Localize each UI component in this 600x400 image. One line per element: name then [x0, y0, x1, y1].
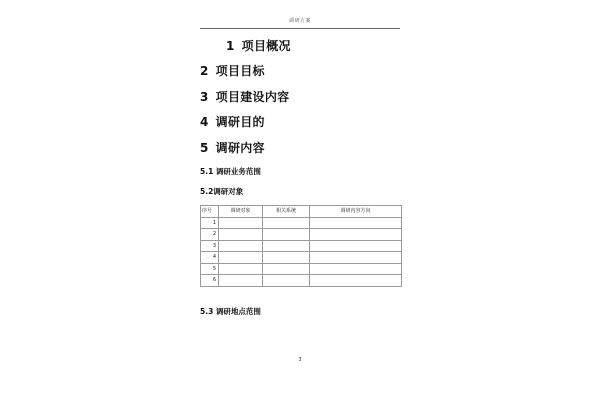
table-cell — [263, 217, 310, 229]
table-cell: 6 — [201, 275, 219, 287]
table-cell — [310, 229, 402, 241]
column-header: 相关系统 — [263, 206, 310, 218]
table-cell: 2 — [201, 229, 219, 241]
table-cell — [219, 275, 263, 287]
chapter-number: 3 — [200, 90, 209, 104]
running-header: 调研方案 — [288, 18, 311, 24]
chapter-heading-1 — [226, 37, 291, 54]
section-heading-5-2: 5.2调研对象 — [200, 187, 244, 196]
table-cell — [310, 252, 402, 264]
chapter-number: 1 — [226, 39, 235, 53]
column-header: 序号 — [201, 206, 219, 218]
chapter-title: 项目建设内容 — [215, 90, 290, 104]
section-heading-5-3: 5.3 调研地点范围 — [200, 307, 261, 316]
column-header: 调研内容方向 — [310, 206, 402, 218]
chapter-heading-2 — [200, 62, 265, 79]
column-header: 调研对象 — [219, 206, 263, 218]
table-cell: 4 — [201, 252, 219, 264]
table-cell — [310, 240, 402, 252]
section-heading-5-1: 5.1 调研业务范围 — [200, 167, 261, 176]
table-cell — [219, 240, 263, 252]
table-row — [201, 217, 402, 229]
table-row — [201, 240, 402, 252]
chapter-title: 调研目的 — [215, 115, 265, 129]
table-row — [201, 229, 402, 241]
chapter-title: 项目目标 — [215, 64, 265, 78]
table-cell — [310, 217, 402, 229]
table-cell — [219, 263, 263, 275]
table-header-row — [201, 206, 402, 218]
chapter-heading-5 — [200, 139, 265, 156]
table-cell: 5 — [201, 263, 219, 275]
table-cell — [219, 229, 263, 241]
chapter-number: 2 — [200, 64, 209, 78]
chapter-heading-4 — [200, 113, 265, 130]
chapter-heading-3 — [200, 88, 289, 105]
chapter-number: 5 — [200, 141, 209, 155]
chapter-number: 4 — [200, 115, 209, 129]
table-cell — [310, 263, 402, 275]
chapter-title: 调研内容 — [215, 141, 265, 155]
header-rule — [200, 28, 400, 29]
table-cell — [219, 217, 263, 229]
table-cell — [263, 240, 310, 252]
table-cell — [263, 275, 310, 287]
survey-object-table — [200, 205, 402, 287]
table-row — [201, 263, 402, 275]
table-cell: 1 — [201, 217, 219, 229]
table-cell — [263, 252, 310, 264]
table-cell: 3 — [201, 240, 219, 252]
table-cell — [310, 275, 402, 287]
table-row — [201, 252, 402, 264]
table-cell — [263, 229, 310, 241]
table-row — [201, 275, 402, 287]
table-cell — [263, 263, 310, 275]
page-number: 3 — [298, 357, 302, 363]
chapter-title: 项目概况 — [241, 39, 291, 53]
table-cell — [219, 252, 263, 264]
